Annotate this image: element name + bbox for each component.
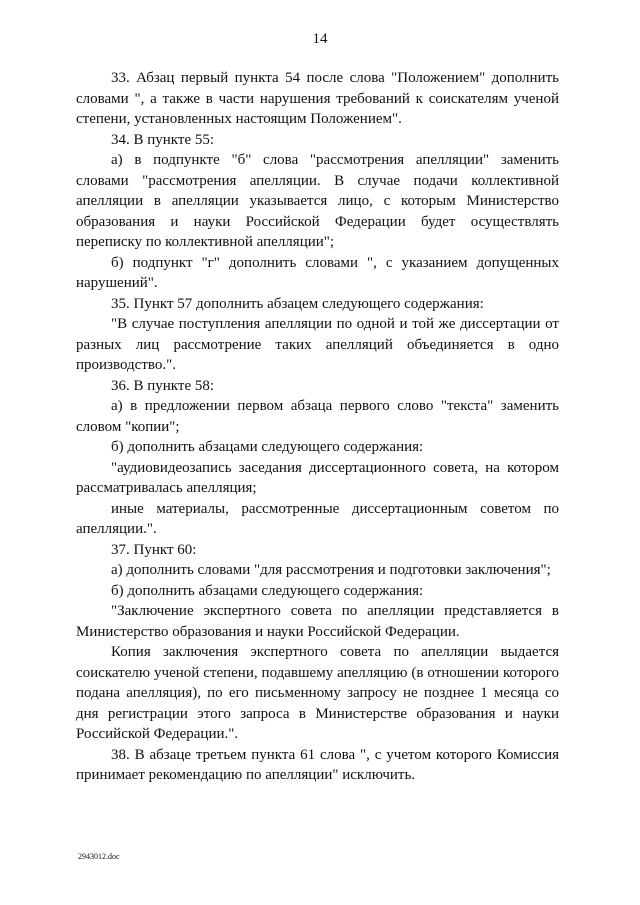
paragraph-36-quote-2: иные материалы, рассмотренные диссертационным советом по апелляции.". [76,500,559,537]
paragraph-34: 34. В пункте 55: [111,131,215,148]
paragraph-35-quote: "В случае поступления апелляции по одной и той же диссертации от разных лиц рассмотрение таких апелляций объединяется в одно производство.". [76,316,559,373]
page-number: 14 [312,31,328,47]
paragraph-37-quote-1: "Заключение экспертного совета по апелляции представляется в Министерство образования и науки Российской Федерации. [76,603,559,640]
paragraph-35: 35. Пункт 57 дополнить абзацем следующего содержания: [111,295,484,312]
paragraph-34-b: б) подпункт "г" дополнить словами ", с указанием допущенных нарушений". [76,254,559,291]
paragraph-36-a: а) в предложении первом абзаца первого слово "текста" заменить словом "копии"; [76,398,559,435]
paragraph-37: 37. Пункт 60: [111,541,197,558]
paragraph-37-quote-2: Копия заключения экспертного совета по апелляции выдается соискателю ученой степени, подавшему апелляцию (в отношении которого подана апелляция), по его письменному запросу не позднее 1 месяца со дня регистрации этого запроса в Министерстве образования и науки Российской Федерации.". [76,644,559,742]
document-body [76,68,559,786]
paragraph-34-a: а) в подпункте "б" слова "рассмотрения апелляции" заменить словами "рассмотрения апелляции. В случае подачи коллективной апелляции в апелляции указывается лицо, с которым Министерство образования и науки Российской Федерации будет осуществлять переписку по коллективной апелляции"; [76,152,559,250]
paragraph-38: 38. В абзаце третьем пункта 61 слова ", с учетом которого Комиссия принимает рекомендацию по апелляции" исключить. [76,746,559,783]
paragraph-36: 36. В пункте 58: [111,377,215,394]
paragraph-37-b: б) дополнить абзацами следующего содержания: [111,582,424,599]
file-name-footer: 2943012.doc [78,852,120,861]
paragraph-33: 33. Абзац первый пункта 54 после слова "Положением" дополнить словами ", а также в части нарушения требований к соискателям ученой степени, установленных настоящим Положением". [76,70,559,127]
paragraph-37-a: а) дополнить словами "для рассмотрения и подготовки заключения"; [111,562,551,578]
paragraph-36-b: б) дополнить абзацами следующего содержания: [111,439,424,455]
paragraph-36-quote-1: "аудиовидеозапись заседания диссертационного совета, на котором рассматривалась апелляция; [76,459,559,496]
